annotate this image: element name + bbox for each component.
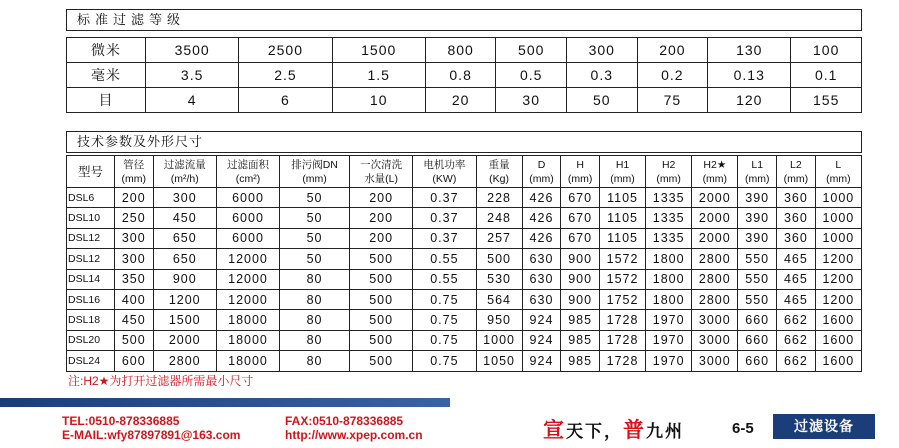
spec-cell: 1600 [815, 351, 861, 371]
spec-header-line: 过滤面积 [227, 158, 269, 171]
spec-cell: 0.55 [413, 269, 476, 289]
spec-cell: 500 [349, 269, 412, 289]
spec-cell: 1970 [646, 351, 692, 371]
grade-cell: 4 [146, 88, 239, 113]
grade-section-title: 标准过滤等级 [66, 9, 862, 31]
spec-row [67, 249, 862, 269]
spec-cell: 564 [476, 289, 522, 309]
spec-cell: 630 [522, 269, 561, 289]
spec-cell: 1728 [599, 330, 645, 350]
spec-model-cell: DSL12 [67, 249, 115, 269]
spec-cell: 360 [777, 228, 816, 248]
spec-cell: 12000 [216, 269, 279, 289]
spec-cell: 450 [114, 310, 153, 330]
spec-cell: 500 [349, 249, 412, 269]
spec-cell: 426 [522, 208, 561, 228]
spec-cell: 1500 [153, 310, 216, 330]
contact-left [62, 414, 240, 442]
spec-cell: 0.37 [413, 228, 476, 248]
spec-cell: 1000 [815, 208, 861, 228]
spec-cell: 300 [153, 188, 216, 208]
grade-cell: 75 [637, 88, 708, 113]
spec-cell: 18000 [216, 351, 279, 371]
spec-header-line: D [537, 158, 546, 171]
spec-cell: 630 [522, 289, 561, 309]
spec-cell: 2800 [692, 289, 738, 309]
spec-cell: 2000 [692, 188, 738, 208]
grade-cell: 1500 [332, 38, 425, 63]
spec-cell: 1800 [646, 249, 692, 269]
spec-header-line: 重量 [488, 158, 510, 171]
spec-cell: 200 [114, 188, 153, 208]
spec-cell: 3000 [692, 310, 738, 330]
spec-cell: 400 [114, 289, 153, 309]
spec-cell: 80 [280, 269, 350, 289]
spec-header-line: H2 [661, 158, 676, 171]
telephone: TEL:0510-878336885 [62, 414, 180, 428]
spec-cell: 630 [522, 249, 561, 269]
spec-cell: 900 [561, 269, 600, 289]
spec-cell: 80 [280, 351, 350, 371]
grade-row-label: 毫米 [67, 63, 146, 88]
grade-row-label: 目 [67, 88, 146, 113]
spec-cell: 500 [476, 249, 522, 269]
grade-cell: 130 [708, 38, 791, 63]
spec-cell: 670 [561, 188, 600, 208]
grade-cell: 20 [425, 88, 496, 113]
spec-header-line: (mm) [826, 172, 851, 185]
spec-column-header [692, 156, 738, 188]
spec-cell: 2000 [692, 228, 738, 248]
spec-cell: 500 [349, 351, 412, 371]
spec-cell: 924 [522, 351, 561, 371]
spec-header-line: (mm) [121, 172, 147, 185]
spec-model-cell: DSL24 [67, 351, 115, 371]
spec-header-line: H [576, 158, 584, 171]
filtration-grade-table [66, 37, 862, 113]
spec-model-cell: DSL12 [67, 228, 115, 248]
spec-cell: 200 [349, 228, 412, 248]
category-label: 过滤设备 [773, 414, 875, 439]
spec-cell: 0.75 [413, 351, 476, 371]
spec-cell: 2800 [153, 351, 216, 371]
technical-spec-table [66, 155, 862, 372]
spec-cell: 1335 [646, 208, 692, 228]
spec-cell: 80 [280, 310, 350, 330]
spec-column-header [646, 156, 692, 188]
spec-row [67, 289, 862, 309]
spec-cell: 6000 [216, 228, 279, 248]
spec-cell: 465 [777, 269, 816, 289]
spec-header-line: 过滤流量 [163, 158, 206, 171]
spec-cell: 257 [476, 228, 522, 248]
spec-cell: 1970 [646, 330, 692, 350]
spec-cell: 465 [777, 249, 816, 269]
footer-bar [0, 398, 450, 407]
grade-cell: 3.5 [146, 63, 239, 88]
spec-column-header [413, 156, 476, 188]
spec-cell: 660 [738, 330, 777, 350]
spec-cell: 350 [114, 269, 153, 289]
spec-cell: 0.55 [413, 249, 476, 269]
spec-cell: 3000 [692, 351, 738, 371]
spec-column-header [67, 156, 115, 188]
page-number: 6-5 [732, 420, 754, 437]
spec-column-header [815, 156, 861, 188]
grade-row [67, 38, 862, 63]
spec-header-line: (Kg) [489, 172, 509, 185]
spec-cell: 1752 [599, 289, 645, 309]
spec-column-header [522, 156, 561, 188]
spec-model-cell: DSL16 [67, 289, 115, 309]
spec-cell: 1000 [815, 228, 861, 248]
grade-cell: 155 [791, 88, 862, 113]
spec-cell: 1105 [599, 208, 645, 228]
grade-cell: 120 [708, 88, 791, 113]
spec-header-line: 电机功率 [423, 158, 466, 171]
fax: FAX:0510-878336885 [285, 414, 404, 428]
spec-header-line: (mm) [302, 172, 327, 185]
spec-cell: 228 [476, 188, 522, 208]
spec-model-cell: DSL20 [67, 330, 115, 350]
spec-row [67, 330, 862, 350]
spec-cell: 500 [349, 289, 412, 309]
grade-cell: 500 [496, 38, 567, 63]
grade-cell: 0.13 [708, 63, 791, 88]
grade-row [67, 88, 862, 113]
spec-header-line: 型号 [77, 164, 103, 179]
spec-cell: 2800 [692, 249, 738, 269]
spec-header-line: (mm) [610, 172, 635, 185]
spec-cell: 390 [738, 208, 777, 228]
spec-column-header [349, 156, 412, 188]
spec-row [67, 351, 862, 371]
spec-cell: 1800 [646, 269, 692, 289]
spec-cell: 50 [280, 188, 350, 208]
spec-cell: 200 [349, 188, 412, 208]
spec-cell: 250 [114, 208, 153, 228]
spec-cell: 670 [561, 208, 600, 228]
spec-row [67, 208, 862, 228]
spec-column-header [476, 156, 522, 188]
spec-cell: 426 [522, 188, 561, 208]
spec-cell: 530 [476, 269, 522, 289]
spec-cell: 600 [114, 351, 153, 371]
grade-cell: 10 [332, 88, 425, 113]
spec-column-header [280, 156, 350, 188]
spec-cell: 1800 [646, 289, 692, 309]
spec-model-cell: DSL14 [67, 269, 115, 289]
spec-cell: 390 [738, 188, 777, 208]
spec-header-line: L2 [790, 158, 802, 171]
grade-cell: 0.8 [425, 63, 496, 88]
spec-column-header [216, 156, 279, 188]
grade-cell: 6 [239, 88, 332, 113]
spec-header-line: (mm) [702, 172, 728, 185]
spec-cell: 1200 [815, 269, 861, 289]
spec-cell: 1970 [646, 310, 692, 330]
grade-cell: 3500 [146, 38, 239, 63]
spec-row [67, 269, 862, 289]
spec-cell: 1600 [815, 330, 861, 350]
spec-cell: 1200 [815, 249, 861, 269]
spec-model-cell: DSL10 [67, 208, 115, 228]
spec-header-line: 管径 [123, 158, 145, 171]
spec-cell: 1728 [599, 310, 645, 330]
spec-header-line: (m²/h) [170, 172, 199, 185]
spec-column-header [599, 156, 645, 188]
spec-cell: 80 [280, 330, 350, 350]
spec-cell: 3000 [692, 330, 738, 350]
slogan [543, 414, 684, 444]
spec-cell: 1572 [599, 269, 645, 289]
slogan-part-2: 天下， [566, 422, 623, 442]
grade-cell: 1.5 [332, 63, 425, 88]
spec-cell: 500 [114, 330, 153, 350]
slogan-part-4: 九州 [646, 422, 684, 442]
spec-cell: 1000 [815, 188, 861, 208]
spec-cell: 650 [153, 228, 216, 248]
spec-column-header [114, 156, 153, 188]
spec-header-line: (mm) [567, 172, 593, 185]
spec-header-line: (mm) [783, 172, 809, 185]
grade-row-label: 微米 [67, 38, 146, 63]
spec-header-line: 水量(L) [364, 172, 399, 185]
spec-cell: 248 [476, 208, 522, 228]
spec-cell: 12000 [216, 249, 279, 269]
spec-cell: 2000 [692, 208, 738, 228]
spec-header-line: L [835, 158, 842, 171]
spec-section-title: 技术参数及外形尺寸 [66, 131, 862, 153]
spec-cell: 985 [561, 330, 600, 350]
grade-cell: 2500 [239, 38, 332, 63]
spec-cell: 1105 [599, 188, 645, 208]
spec-column-header [561, 156, 600, 188]
spec-row [67, 310, 862, 330]
spec-cell: 426 [522, 228, 561, 248]
grade-cell: 300 [567, 38, 638, 63]
spec-cell: 985 [561, 351, 600, 371]
spec-cell: 660 [738, 310, 777, 330]
spec-header-line: (mm) [529, 172, 554, 185]
spec-cell: 900 [561, 289, 600, 309]
grade-cell: 800 [425, 38, 496, 63]
spec-cell: 900 [153, 269, 216, 289]
spec-cell: 80 [280, 289, 350, 309]
spec-cell: 924 [522, 310, 561, 330]
spec-cell: 1200 [153, 289, 216, 309]
spec-cell: 2000 [153, 330, 216, 350]
spec-cell: 0.75 [413, 330, 476, 350]
spec-cell: 924 [522, 330, 561, 350]
spec-header-line: H2★ [703, 158, 727, 171]
spec-column-header [738, 156, 777, 188]
spec-cell: 1572 [599, 249, 645, 269]
grade-cell: 0.1 [791, 63, 862, 88]
spec-cell: 1050 [476, 351, 522, 371]
grade-cell: 2.5 [239, 63, 332, 88]
spec-cell: 360 [777, 208, 816, 228]
grade-cell: 30 [496, 88, 567, 113]
spec-cell: 50 [280, 228, 350, 248]
grade-cell: 200 [637, 38, 708, 63]
spec-cell: 500 [349, 310, 412, 330]
spec-cell: 550 [738, 249, 777, 269]
spec-cell: 0.37 [413, 208, 476, 228]
grade-cell: 50 [567, 88, 638, 113]
spec-header-line: 一次清洗 [360, 158, 403, 171]
spec-column-header [777, 156, 816, 188]
grade-cell: 100 [791, 38, 862, 63]
spec-cell: 1728 [599, 351, 645, 371]
website-link[interactable]: http://www.xpep.com.cn [285, 428, 423, 442]
spec-model-cell: DSL6 [67, 188, 115, 208]
grade-row [67, 63, 862, 88]
spec-cell: 985 [561, 310, 600, 330]
spec-cell: 6000 [216, 208, 279, 228]
spec-cell: 662 [777, 351, 816, 371]
spec-row [67, 228, 862, 248]
grade-cell: 0.3 [567, 63, 638, 88]
spec-cell: 900 [561, 249, 600, 269]
spec-cell: 0.75 [413, 289, 476, 309]
spec-cell: 300 [114, 249, 153, 269]
spec-cell: 662 [777, 330, 816, 350]
spec-cell: 465 [777, 289, 816, 309]
spec-cell: 0.37 [413, 188, 476, 208]
spec-cell: 2800 [692, 269, 738, 289]
spec-cell: 950 [476, 310, 522, 330]
slogan-char-3: 普 [623, 417, 646, 442]
spec-header-line: (KW) [432, 172, 457, 185]
spec-header-line: 排污阀DN [291, 158, 338, 171]
spec-header-line: H1 [615, 158, 630, 171]
spec-cell: 0.75 [413, 310, 476, 330]
spec-cell: 1600 [815, 310, 861, 330]
spec-cell: 1335 [646, 228, 692, 248]
spec-cell: 200 [349, 208, 412, 228]
spec-cell: 6000 [216, 188, 279, 208]
spec-cell: 50 [280, 249, 350, 269]
spec-cell: 662 [777, 310, 816, 330]
grade-cell: 0.5 [496, 63, 567, 88]
spec-column-header [153, 156, 216, 188]
spec-header-line: (cm²) [235, 172, 261, 185]
spec-cell: 500 [349, 330, 412, 350]
spec-cell: 390 [738, 228, 777, 248]
spec-cell: 450 [153, 208, 216, 228]
spec-cell: 650 [153, 249, 216, 269]
spec-cell: 18000 [216, 310, 279, 330]
spec-cell: 550 [738, 269, 777, 289]
contact-right [285, 414, 423, 442]
spec-cell: 300 [114, 228, 153, 248]
spec-row [67, 188, 862, 208]
spec-cell: 670 [561, 228, 600, 248]
spec-cell: 550 [738, 289, 777, 309]
spec-cell: 1200 [815, 289, 861, 309]
spec-cell: 18000 [216, 330, 279, 350]
spec-cell: 660 [738, 351, 777, 371]
spec-model-cell: DSL18 [67, 310, 115, 330]
slogan-char-1: 宣 [543, 417, 566, 442]
spec-cell: 360 [777, 188, 816, 208]
spec-cell: 1335 [646, 188, 692, 208]
spec-header-line: (mm) [744, 172, 770, 185]
grade-cell: 0.2 [637, 63, 708, 88]
spec-header-line: (mm) [656, 172, 681, 185]
spec-header-line: L1 [751, 158, 764, 171]
spec-cell: 50 [280, 208, 350, 228]
spec-cell: 12000 [216, 289, 279, 309]
email: E-MAIL:wfy87897891@163.com [62, 428, 241, 442]
spec-cell: 1105 [599, 228, 645, 248]
h2-note: 注:H2★为打开过滤器所需最小尺寸 [68, 374, 254, 388]
spec-cell: 1000 [476, 330, 522, 350]
